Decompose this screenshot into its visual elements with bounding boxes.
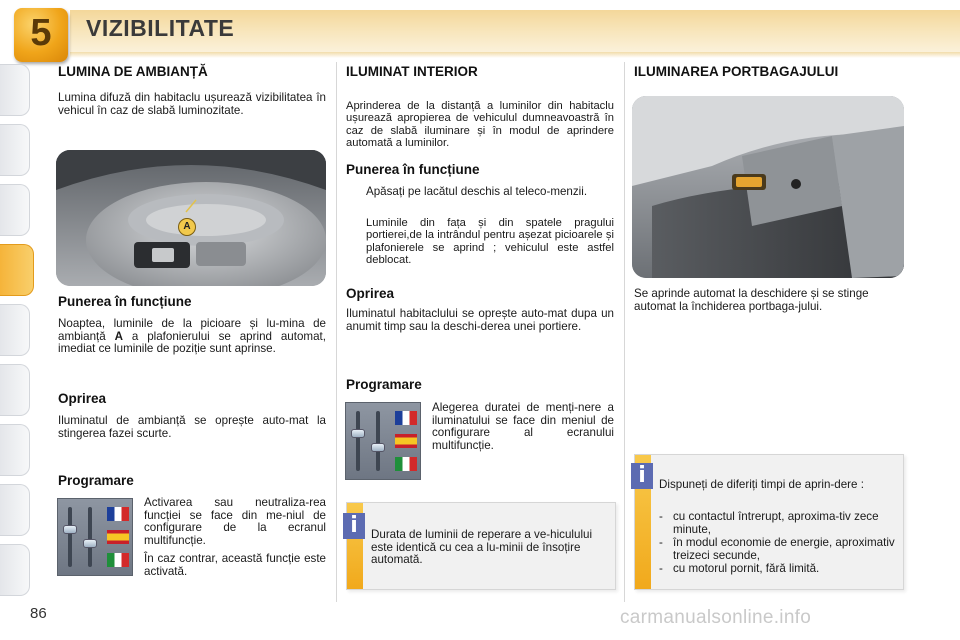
flag-es-icon	[395, 434, 417, 448]
chapter-tab-1[interactable]	[0, 64, 30, 116]
chapter-tab-8[interactable]	[0, 424, 30, 476]
interior-light-intro: Aprinderea de la distanță a luminilor din habitaclu ușurează apropierea de vehiculul dumneavoastră în caz de slabă iluminare și în modul de aprindere automată a luminilor.	[346, 100, 614, 150]
flag-es-icon	[107, 530, 129, 544]
list-item: - în modul economie de energie, aproximativ treizeci secunde,	[659, 536, 895, 562]
info-box-timing	[634, 454, 904, 590]
interior-stop-text: Iluminatul habitaclului se oprește auto-mat dupa un anumit timp sau la deschi-derea unei portiere.	[346, 307, 614, 333]
flag-fr-icon	[107, 507, 129, 521]
ambient-light-intro: Lumina difuză din habitaclu ușurează vizibilitatea în vehicul în caz de slabă luminozitate.	[58, 91, 326, 117]
chapter-tab-6[interactable]	[0, 304, 30, 356]
chapter-tab-10[interactable]	[0, 544, 30, 596]
stop-title: Oprirea	[58, 391, 107, 406]
settings-mixer-icon	[345, 402, 421, 480]
remote-unlock-result: Luminile din fața și din spatele pragului portierei,de la intrândul pentru așezat picioarele și plafonierele se aprind ; vehiculul este astfel deblocat.	[366, 217, 614, 267]
trunk-light-illustration	[632, 96, 904, 278]
chapter-tab-3[interactable]	[0, 184, 30, 236]
chapter-tab-9[interactable]	[0, 484, 30, 536]
chapter-number: 5	[30, 12, 52, 54]
info-box-guide-light	[346, 502, 616, 590]
watermark: carmanualsonline.info	[620, 607, 812, 628]
page-title: VIZIBILITATE	[86, 15, 235, 41]
column-separator	[336, 62, 337, 602]
programming-text-2: În caz contrar, această funcție este activată.	[144, 552, 326, 578]
flag-it-icon	[395, 457, 417, 471]
column-separator	[624, 62, 625, 602]
page-number: 86	[30, 605, 47, 622]
ambient-light-title: LUMINA DE AMBIANȚĂ	[58, 64, 208, 79]
info-icon: i	[343, 513, 365, 539]
info-guide-light-text: Durata de luminii de reperare a ve-hiculului este identică cu cea a lu-minii de însoțire automată.	[371, 528, 593, 567]
marker-a-inline: A	[114, 329, 123, 343]
chapter-tab-7[interactable]	[0, 364, 30, 416]
interior-stop-title: Oprirea	[346, 286, 395, 301]
flag-it-icon	[107, 553, 129, 567]
interior-programming-title: Programare	[346, 377, 422, 392]
chapter-tab-2[interactable]	[0, 124, 30, 176]
programming-text-1: Activarea sau neutraliza-rea funcției se face din me-niul de configurare de la ecranul multifuncție.	[144, 496, 326, 547]
marker-a-badge: A	[178, 218, 196, 236]
info-timing-list	[659, 511, 899, 576]
trunk-light-caption: Se aprinde automat la deschidere și se stinge automat la închiderea portbaga-jului.	[634, 287, 869, 313]
flag-fr-icon	[395, 411, 417, 425]
list-item: - cu contactul întrerupt, aproxima-tiv zece minute,	[659, 510, 879, 536]
switch-on-text: Noaptea, luminile de la picioare și lu-mina de ambianță A a plafonierului se aprind automat, imediat ce luminile de poziție sunt aprinse.	[58, 317, 326, 356]
programming-title: Programare	[58, 473, 134, 488]
interior-light-title: ILUMINAT INTERIOR	[346, 64, 478, 79]
info-timing-intro: Dispuneți de diferiți timpi de aprin-dere :	[659, 478, 864, 491]
trunk-light-photo	[632, 96, 904, 278]
chapter-tab-5-active[interactable]	[0, 244, 34, 296]
trunk-light-title: ILUMINAREA PORTBAGAJULUI	[634, 64, 839, 79]
ceiling-light-photo	[56, 150, 326, 286]
list-item: - cu motorul pornit, fără limită.	[659, 562, 820, 576]
settings-mixer-icon	[57, 498, 133, 576]
switch-on-title: Punerea în funcțiune	[58, 294, 192, 309]
chapter-badge	[14, 8, 68, 62]
info-icon: i	[631, 463, 653, 489]
remote-unlock-step: Apăsați pe lacătul deschis al teleco-menzii.	[366, 185, 588, 198]
interior-programming-text: Alegerea duratei de menți-nere a iluminatului se face din meniul de configurare al ecranului multifuncție.	[432, 401, 614, 452]
stop-text: Iluminatul de ambianță se oprește auto-mat la stingerea fazei scurte.	[58, 414, 326, 440]
interior-switch-on-title: Punerea în funcțiune	[346, 162, 480, 177]
